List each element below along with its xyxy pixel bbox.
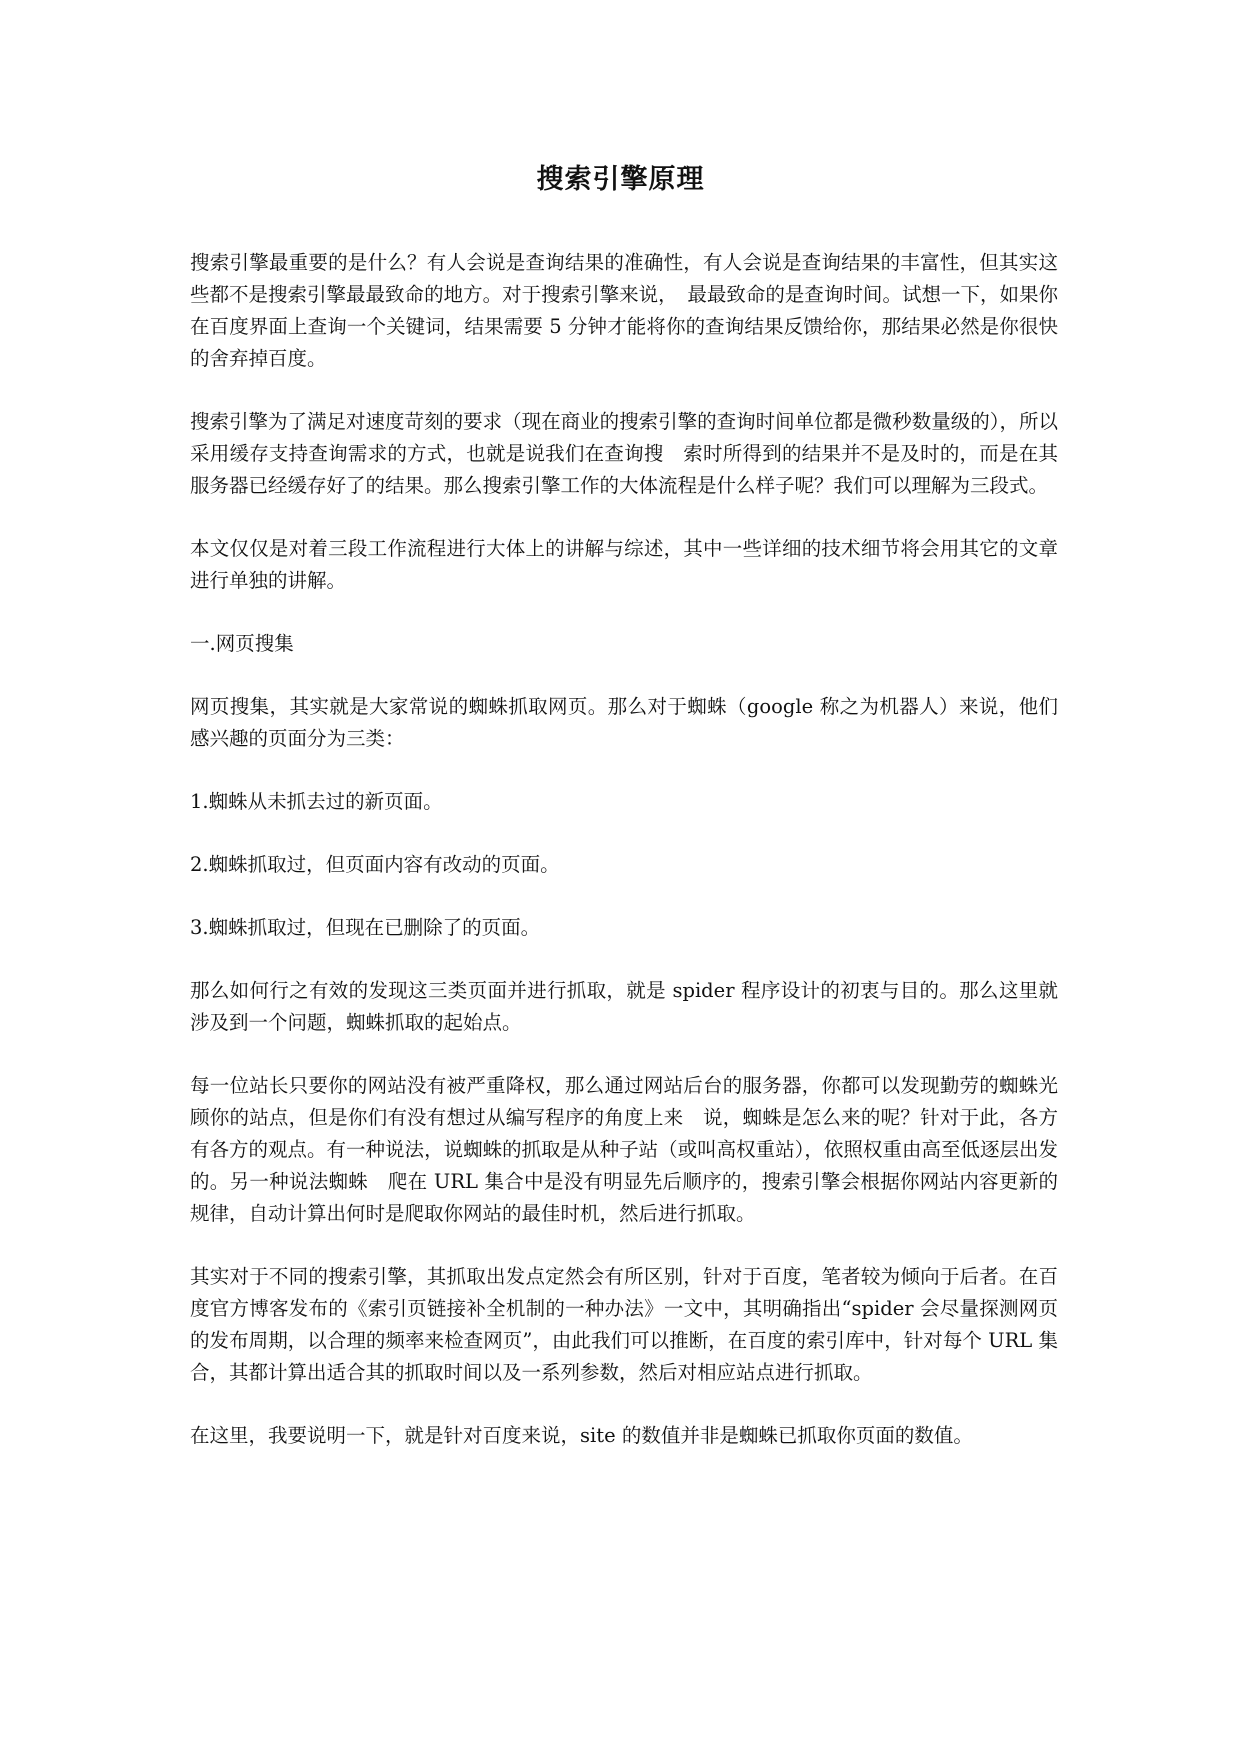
list-item-new-pages: 1.蜘蛛从未抓去过的新页面。	[190, 790, 443, 813]
document-body	[190, 247, 1058, 1483]
paragraph-scope: 本文仅仅是对着三段工作流程进行大体上的讲解与综述，其中一些详细的技术细节将会用其它的文章进行单独的讲解。	[190, 537, 1058, 592]
paragraph-cache: 搜索引擎为了满足对速度苛刻的要求（现在商业的搜索引擎的查询时间单位都是微秒数量级的），所以采用缓存支持查询需求的方式，也就是说我们在查询搜 索时所得到的结果并不是及时的，而是在其服务器已经缓存好了的结果。那么搜索引擎工作的大体流程是什么样子呢？我们可以理解为三段式。	[190, 410, 1058, 497]
section-heading-web-crawling: 一.网页搜集	[190, 632, 294, 655]
list-item-changed-pages: 2.蜘蛛抓取过，但页面内容有改动的页面。	[190, 853, 560, 876]
paragraph-site-value: 在这里，我要说明一下，就是针对百度来说，site 的数值并非是蜘蛛已抓取你页面的数值。	[190, 1424, 973, 1447]
list-item-deleted-pages: 3.蜘蛛抓取过，但现在已删除了的页面。	[190, 916, 541, 939]
paragraph-spider-purpose: 那么如何行之有效的发现这三类页面并进行抓取，就是 spider 程序设计的初衷与目的。那么这里就涉及到一个问题，蜘蛛抓取的起始点。	[190, 979, 1058, 1034]
paragraph-crawling-definition: 网页搜集，其实就是大家常说的蜘蛛抓取网页。那么对于蜘蛛（google 称之为机器人）来说，他们感兴趣的页面分为三类：	[190, 695, 1058, 750]
paragraph-baidu-crawling: 其实对于不同的搜索引擎，其抓取出发点定然会有所区别，针对于百度，笔者较为倾向于后者。在百度官方博客发布的《索引页链接补全机制的一种办法》一文中，其明确指出“spider 会尽量探测网页的发布周期，以合理的频率来检查网页”，由此我们可以推断，在百度的索引库中，针对每个 URL 集合，其都计算出适合其的抓取时间以及一系列参数，然后对相应站点进行抓取。	[190, 1265, 1058, 1384]
paragraph-intro: 搜索引擎最重要的是什么？有人会说是查询结果的准确性，有人会说是查询结果的丰富性，但其实这些都不是搜索引擎最最致命的地方。对于搜索引擎来说， 最最致命的是查询时间。试想一下，如果你在百度界面上查询一个关键词，结果需要 5 分钟才能将你的查询结果反馈给你，那结果必然是你很快的舍弃掉百度。	[190, 251, 1058, 370]
document-title: 搜索引擎原理	[536, 164, 705, 195]
paragraph-spider-origin: 每一位站长只要你的网站没有被严重降权，那么通过网站后台的服务器，你都可以发现勤劳的蜘蛛光顾你的站点，但是你们有没有想过从编写程序的角度上来 说，蜘蛛是怎么来的呢？针对于此，各方有各方的观点。有一种说法，说蜘蛛的抓取是从种子站（或叫高权重站），依照权重由高至低逐层出发的。另一种说法蜘蛛 爬在 URL 集合中是没有明显先后顺序的，搜索引擎会根据你网站内容更新的规律，自动计算出何时是爬取你网站的最佳时机，然后进行抓取。	[190, 1074, 1058, 1225]
